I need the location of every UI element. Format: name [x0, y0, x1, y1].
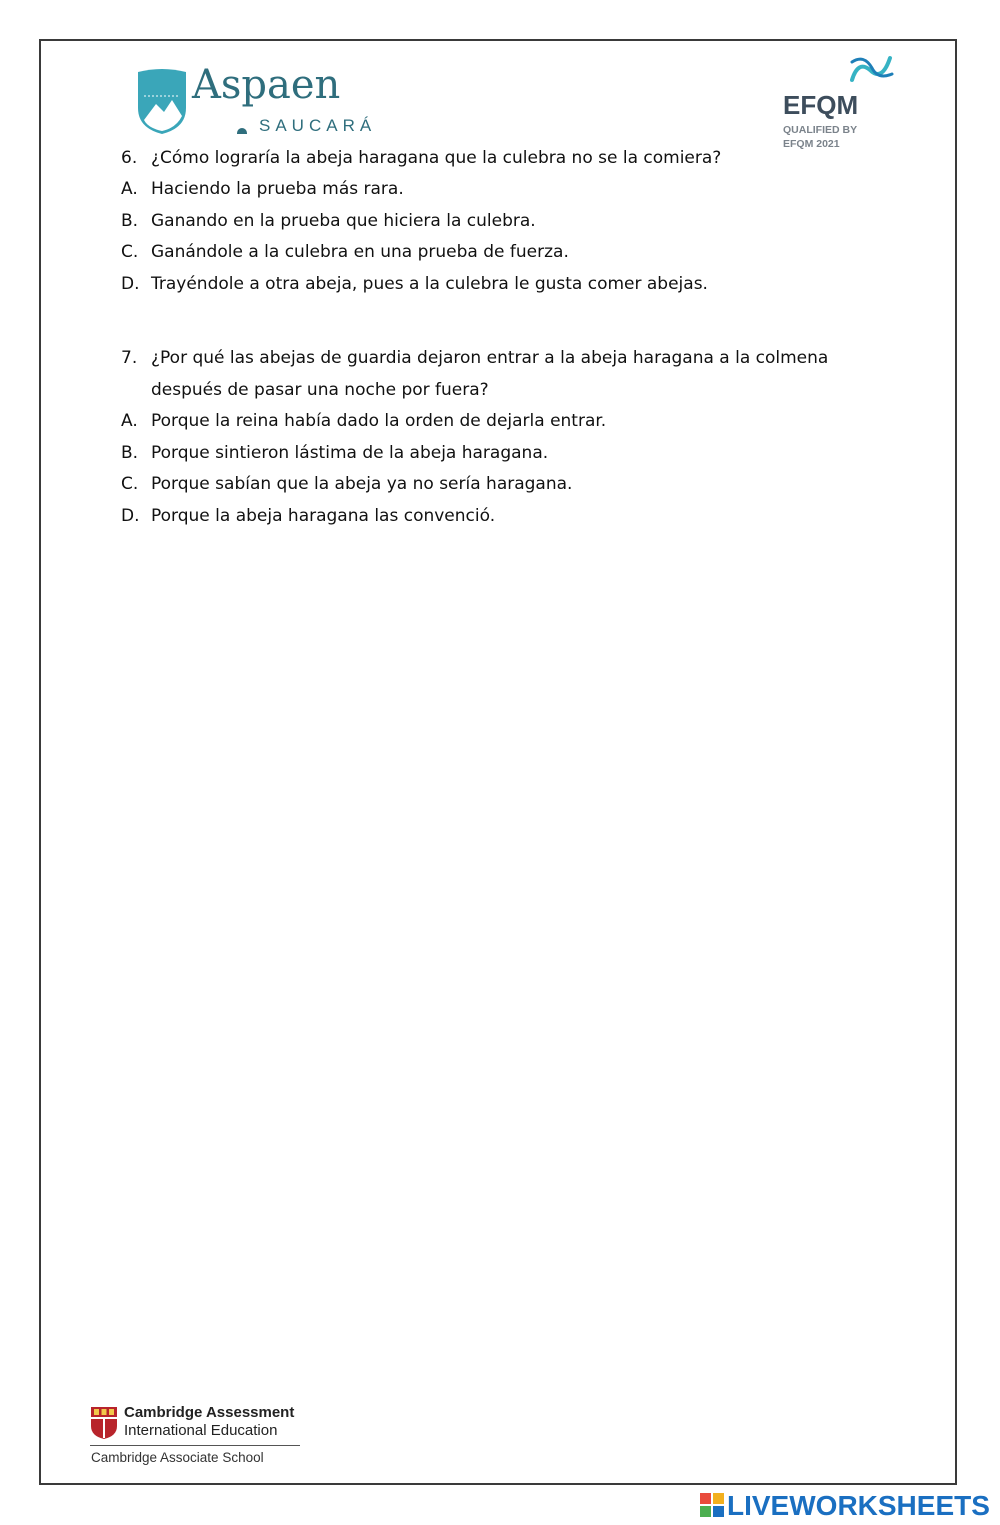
question-number: 6.: [121, 148, 138, 168]
decorative-dot: [237, 128, 247, 134]
cambridge-line-1: Cambridge Assessment: [124, 1404, 295, 1421]
infinity-icon: [848, 52, 896, 88]
option-6d[interactable]: [121, 273, 708, 295]
school-subname: SAUCARÁ: [259, 116, 377, 135]
option-text: Porque la reina había dado la orden de dejarla entrar.: [151, 411, 607, 431]
option-label: C.: [121, 242, 139, 262]
option-text: Porque sintieron lástima de la abeja haragana.: [151, 443, 549, 463]
option-6a[interactable]: [121, 178, 404, 200]
option-text: Ganando en la prueba que hiciera la culebra.: [151, 211, 536, 231]
option-label: A.: [121, 411, 138, 431]
option-text: Ganándole a la culebra en una prueba de fuerza.: [151, 242, 569, 262]
question-number: 7.: [121, 348, 138, 368]
option-label: B.: [121, 443, 139, 463]
option-7b[interactable]: [121, 442, 548, 464]
watermark-text: LIVEWORKSHEETS: [727, 1490, 990, 1521]
cert-line-2: EFQM 2021: [783, 138, 840, 150]
shield-icon: [136, 68, 188, 136]
school-name: Aspaen: [192, 62, 341, 108]
option-7c[interactable]: [121, 473, 572, 495]
question-text: ¿Por qué las abejas de guardia dejaron entrar a la abeja haragana a la colmena: [151, 348, 829, 368]
cert-line-1: QUALIFIED BY: [783, 124, 858, 136]
divider: [90, 1445, 300, 1446]
option-text: Haciendo la prueba más rara.: [151, 179, 404, 199]
option-label: D.: [121, 506, 140, 526]
option-6c[interactable]: [121, 241, 569, 263]
question-7: [121, 347, 828, 369]
cambridge-logo: [90, 1404, 320, 1474]
question-6: [121, 147, 721, 169]
question-text: después de pasar una noche por fuera?: [151, 380, 489, 400]
option-7a[interactable]: [121, 410, 606, 432]
cambridge-line-2: International Education: [124, 1422, 278, 1439]
cambridge-line-3: Cambridge Associate School: [91, 1450, 264, 1465]
option-label: B.: [121, 211, 139, 231]
efqm-logo: [780, 52, 900, 152]
crest-icon: [90, 1406, 118, 1440]
option-text: Porque sabían que la abeja ya no sería haragana.: [151, 474, 573, 494]
question-text: ¿Cómo lograría la abeja haragana que la culebra no se la comiera?: [151, 148, 722, 168]
cert-name: EFQM: [783, 90, 859, 120]
aspaen-logo: [136, 62, 396, 140]
liveworksheets-watermark: [700, 1490, 1000, 1522]
liveworksheets-logo-icon: [700, 1493, 724, 1517]
question-7-continued: [121, 379, 489, 401]
option-label: A.: [121, 179, 138, 199]
option-6b[interactable]: [121, 210, 536, 232]
option-text: Porque la abeja haragana las convenció.: [151, 506, 496, 526]
option-label: C.: [121, 474, 139, 494]
option-7d[interactable]: [121, 505, 495, 527]
option-label: D.: [121, 274, 140, 294]
option-text: Trayéndole a otra abeja, pues a la culebra le gusta comer abejas.: [151, 274, 708, 294]
